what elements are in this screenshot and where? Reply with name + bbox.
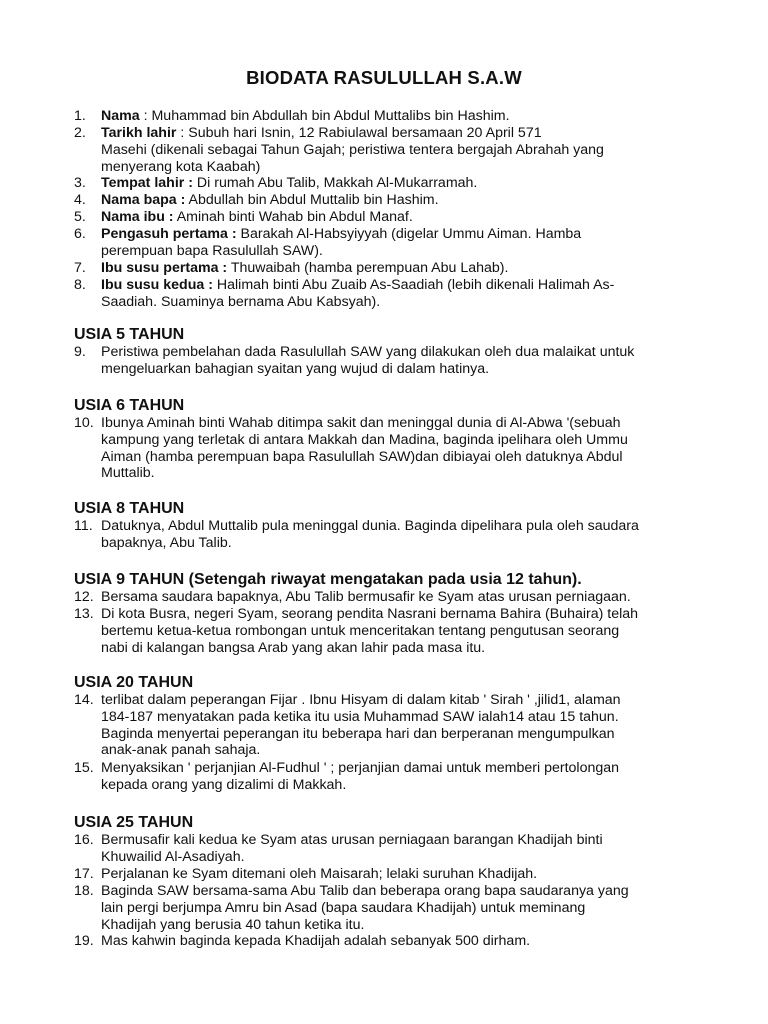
list-item-label: Ibu susu kedua : — [101, 277, 213, 293]
list-item-text — [101, 175, 691, 192]
list-item-number: 12. — [74, 589, 94, 605]
section-heading-usia-6: USIA 6 TAHUN — [74, 397, 185, 414]
list-item-text — [101, 518, 691, 552]
list-item-line: Bermusafir kali kedua ke Syam atas urusan perniagaan barangan Khadijah binti — [101, 832, 603, 848]
list-item-text — [101, 277, 691, 311]
list-item-line: Mas kahwin baginda kepada Khadijah adalah sebanyak 500 dirham. — [101, 933, 531, 949]
list-item-line: Masehi (dikenali sebagai Tahun Gajah; peristiwa tentera bergajah Abrahah yang — [101, 141, 604, 158]
list-item-line: Di kota Busra, negeri Syam, seorang pendita Nasrani bernama Bahira (Buhaira) telah — [101, 606, 639, 622]
list-item-line: Ibu susu kedua : Halimah binti Abu Zuaib As-Saadiah (lebih dikenali Halimah As- — [101, 277, 615, 293]
list-item-line: kepada orang yang dizalimi di Makkah. — [101, 776, 347, 793]
list-item-number: 2. — [74, 125, 86, 141]
list-item-line: bapaknya, Abu Talib. — [101, 534, 232, 551]
list-item-line: bertemu ketua-ketua rombongan untuk menceritakan tentang pengutusan seorang — [101, 622, 620, 639]
list-item-label: Ibu susu pertama : — [101, 260, 228, 276]
list-item-number: 10. — [74, 415, 94, 431]
list-item-line: Nama : Muhammad bin Abdullah bin Abdul Muttalibs bin Hashim. — [101, 108, 510, 124]
list-item-number: 18. — [74, 883, 94, 899]
list-item-number: 6. — [74, 226, 86, 242]
page-title: BIODATA RASULULLAH S.A.W — [246, 67, 522, 88]
list-item-number: 13. — [74, 606, 94, 622]
list-item-line: Ibunya Aminah binti Wahab ditimpa sakit dan meninggal dunia di Al-Abwa '(sebuah — [101, 415, 621, 431]
list-item-line: nabi di kalangan bangsa Arab yang akan lahir pada masa itu. — [101, 639, 486, 656]
list-item-label: Tempat lahir : — [101, 175, 193, 191]
list-item-number: 3. — [74, 175, 86, 191]
list-item-text — [101, 226, 691, 260]
list-item-text — [101, 883, 691, 933]
section-heading-usia-25: USIA 25 TAHUN — [74, 814, 194, 831]
list-item-text — [101, 866, 691, 883]
list-item-number: 15. — [74, 760, 94, 776]
list-item-line: perempuan bapa Rasulullah SAW). — [101, 242, 323, 259]
list-item-text — [101, 260, 691, 277]
list-item-number: 5. — [74, 209, 86, 225]
list-item-number: 7. — [74, 260, 86, 276]
list-item-line: Saadiah. Suaminya bernama Abu Kabsyah). — [101, 293, 381, 310]
list-item-text — [101, 192, 691, 209]
list-item-text — [101, 344, 691, 378]
list-item-line: menyerang kota Kaabah) — [101, 158, 261, 175]
list-item-line: kampung yang terletak di antara Makkah dan Madina, baginda ipelihara oleh Ummu — [101, 431, 628, 448]
list-item-label: Nama bapa : — [101, 192, 186, 208]
list-item-line: Datuknya, Abdul Muttalib pula meninggal dunia. Baginda dipelihara pula oleh saudara — [101, 518, 639, 534]
list-item-text — [101, 760, 691, 794]
list-item-line: Nama bapa : Abdullah bin Abdul Muttalib bin Hashim. — [101, 192, 439, 208]
list-item-line: Muttalib. — [101, 465, 155, 482]
list-item-line: Tempat lahir : Di rumah Abu Talib, Makkah Al-Mukarramah. — [101, 175, 478, 191]
list-item-text — [101, 415, 691, 482]
list-item-text — [101, 692, 691, 759]
list-item-line: lain pergi berjumpa Amru bin Asad (bapa saudara Khadijah) untuk meminang — [101, 899, 586, 916]
list-item-line: Aiman (hamba perempuan bapa Rasulullah SAW)dan dibiayai oleh datuknya Abdul — [101, 448, 623, 465]
list-item-line: Baginda SAW bersama-sama Abu Talib dan beberapa orang bapa saudaranya yang — [101, 883, 629, 899]
list-item-number: 9. — [74, 344, 86, 360]
list-item-line: Peristiwa pembelahan dada Rasulullah SAW yang dilakukan oleh dua malaikat untuk — [101, 344, 635, 360]
list-item-text — [101, 125, 691, 175]
section-heading-usia-8: USIA 8 TAHUN — [74, 500, 185, 517]
list-item-label: Nama ibu : — [101, 209, 174, 225]
list-item-line: Baginda menyertai peperangan itu beberapa hari dan berperanan mengumpulkan — [101, 725, 615, 742]
section-heading-usia-20: USIA 20 TAHUN — [74, 674, 194, 691]
list-item-label: Tarikh lahir — [101, 125, 177, 141]
list-item-line: Pengasuh pertama : Barakah Al-Habsyiyyah (digelar Ummu Aiman. Hamba — [101, 226, 582, 242]
list-item-number: 4. — [74, 192, 86, 208]
list-item-line: anak-anak panah sahaja. — [101, 742, 261, 759]
list-item-line: terlibat dalam peperangan Fijar . Ibnu Hisyam di dalam kitab ' Sirah ' ,jilid1, alaman — [101, 692, 621, 708]
list-item-line: Khuwailid Al-Asadiyah. — [101, 848, 245, 865]
list-item-line: Menyaksikan ' perjanjian Al-Fudhul ' ; perjanjian damai untuk memberi pertolongan — [101, 760, 620, 776]
list-item-number: 1. — [74, 108, 86, 124]
list-item-number: 17. — [74, 866, 94, 882]
list-item-text — [101, 832, 691, 866]
list-item-number: 8. — [74, 277, 86, 293]
list-item-number: 16. — [74, 832, 94, 848]
list-item-text — [101, 933, 691, 950]
list-item-number: 11. — [74, 518, 93, 534]
list-item-line: mengeluarkan bahagian syaitan yang wujud di dalam hatinya. — [101, 360, 490, 377]
list-item-label: Pengasuh pertama : — [101, 226, 237, 242]
list-item-text — [101, 209, 691, 226]
list-item-text — [101, 606, 691, 656]
list-item-line: Bersama saudara bapaknya, Abu Talib bermusafir ke Syam atas urusan perniagaan. — [101, 589, 631, 605]
list-item-line: Ibu susu pertama : Thuwaibah (hamba perempuan Abu Lahab). — [101, 260, 509, 276]
list-item-line: 184-187 menyatakan pada ketika itu usia Muhammad SAW ialah14 atau 15 tahun. — [101, 708, 619, 725]
list-item-label: Nama — [101, 108, 140, 124]
list-item-text — [101, 589, 691, 606]
section-heading-usia-5: USIA 5 TAHUN — [74, 326, 185, 343]
list-item-line: Khadijah yang berusia 40 tahun ketika itu. — [101, 916, 365, 933]
list-item-number: 14. — [74, 692, 94, 708]
list-item-text — [101, 108, 691, 125]
list-item-line: Nama ibu : Aminah binti Wahab bin Abdul Manaf. — [101, 209, 413, 225]
list-item-line: Tarikh lahir : Subuh hari Isnin, 12 Rabiulawal bersamaan 20 April 571 — [101, 125, 542, 141]
list-item-line: Perjalanan ke Syam ditemani oleh Maisarah; lelaki suruhan Khadijah. — [101, 866, 538, 882]
list-item-number: 19. — [74, 933, 94, 949]
section-heading-usia-9: USIA 9 TAHUN (Setengah riwayat mengatakan pada usia 12 tahun). — [74, 571, 582, 588]
